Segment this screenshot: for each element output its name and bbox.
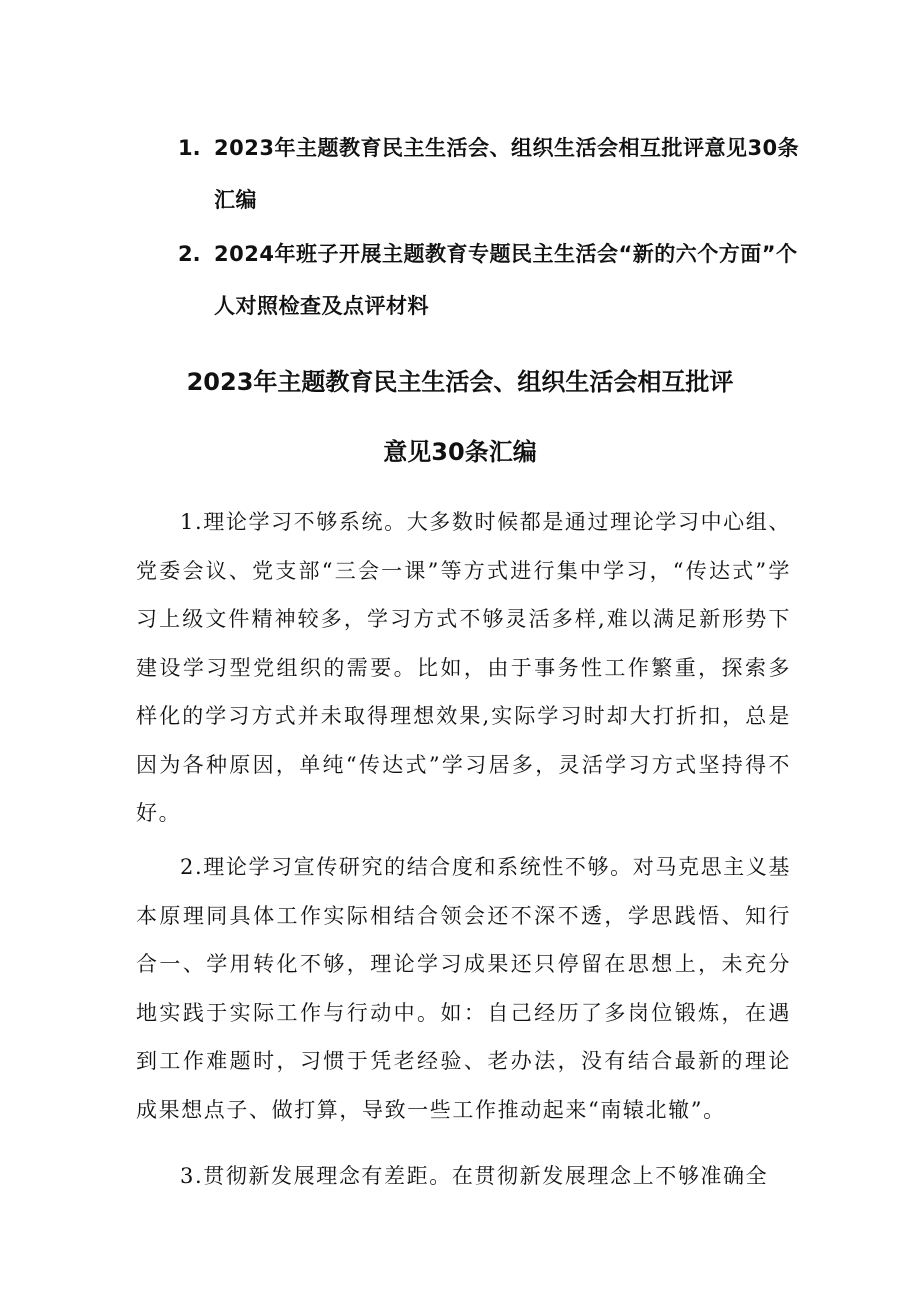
paragraph-1: 1.理论学习不够系统。大多数时候都是通过理论学习中心组、党委会议、党支部“三会一课”等方式进行集中学习，“传达式”学习上级文件精神较多，学习方式不够灵活多样,难以满足新形势下建设学习型党组织的需要。比如，由于事务性工作繁重，探索多样化的学习方式并未取得理想效果,实际学习时却大打折扣，总是因为各种原因，单纯“传达式”学习居多，灵活学习方式坚持得不好。: [136, 510, 791, 825]
toc-item-text: 2023年主题教育民主生活会、组织生活会相互批评意见30条汇编: [214, 136, 800, 212]
toc-item-number: 1.: [178, 136, 201, 160]
table-of-contents: [178, 122, 818, 334]
toc-item-text: 2024年班子开展主题教育专题民主生活会“新的六个方面”个人对照检查及点评材料: [214, 242, 798, 318]
paragraph-3: 3.贯彻新发展理念有差距。在贯彻新发展理念上不够准确全: [180, 1164, 769, 1188]
document-title-line-2: 意见30条汇编: [383, 438, 537, 466]
document-title-line-1: 2023年主题教育民主生活会、组织生活会相互批评: [186, 368, 734, 396]
paragraph-2: 2.理论学习宣传研究的结合度和系统性不够。对马克思主义基本原理同具体工作实际相结合领会还不深不透，学思践悟、知行合一、学用转化不够，理论学习成果还只停留在思想上，未充分地实践于实际工作与行动中。如：自己经历了多岗位锻炼，在遇到工作难题时，习惯于凭老经验、老办法，没有结合最新的理论成果想点子、做打算，导致一些工作推动起来“南辕北辙”。: [136, 855, 791, 1122]
toc-item-number: 2.: [178, 242, 201, 266]
toc-item-2: [178, 228, 818, 332]
toc-item-1: [178, 122, 818, 226]
